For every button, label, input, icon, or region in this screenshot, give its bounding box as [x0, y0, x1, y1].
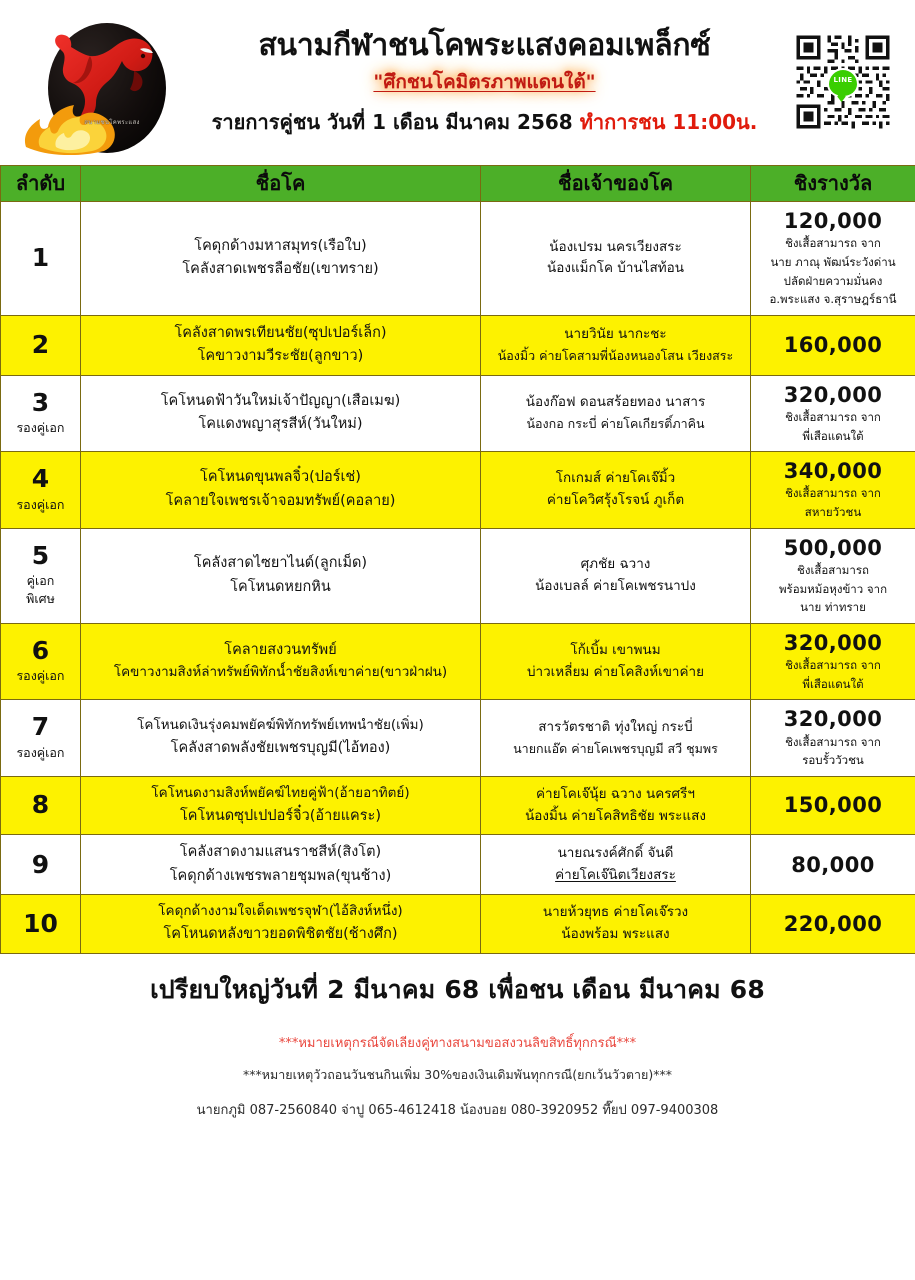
bull-name: โคลังสาดพรเทียนชัย(ซุปเปอร์เล็ก)	[174, 324, 387, 341]
cell-prize	[751, 776, 915, 834]
cell-order	[1, 315, 81, 375]
cell-prize	[751, 202, 915, 316]
cell-bull-names	[81, 776, 481, 834]
prize-note: ชิงเสื้อสามารถ จาก	[785, 734, 881, 749]
prize-note: สหายวัวชน	[804, 505, 862, 520]
cell-owner-names	[481, 452, 751, 529]
table-row	[1, 776, 915, 834]
prize-note: ชิงเสื้อสามารถ จาก	[785, 486, 881, 501]
cell-bull-names	[81, 452, 481, 529]
line-logo-icon	[829, 70, 857, 96]
owner-name: นายวินัย นากะชะ	[564, 326, 667, 343]
owner-name: ค่ายโคเจ๊นุ้ย ฉวาง นครศรีฯ	[536, 785, 695, 802]
order-number: 1	[31, 243, 50, 273]
order-subtitle: รองคู่เอก	[16, 744, 65, 760]
prize-amount: 150,000	[783, 793, 883, 818]
prize-note: ชิงเสื้อสามารถ จาก	[785, 658, 881, 673]
cell-bull-names	[81, 700, 481, 777]
cell-owner-names	[481, 700, 751, 777]
match-date-line	[176, 106, 793, 138]
owner-name: ค่ายโคเจ๊นิตเวียงสระ	[555, 866, 676, 883]
order-subtitle: พิเศษ	[26, 591, 55, 607]
prize-note: ปลัดฝ่ายความมั่นคง	[783, 273, 883, 288]
prize-amount: 340,000	[783, 459, 883, 484]
prize-note: นาย ท่าทราย	[800, 600, 866, 615]
bull-name: โคโหนดหลังขาวยอดพิชิตชัย(ช้างศึก)	[163, 926, 398, 943]
bull-name: โคดุกด้างเพชรพลายชุมพล(ขุนช้าง)	[169, 867, 392, 884]
owner-name: นายณรงค์ศักดิ์ จันดี	[557, 844, 674, 861]
logo-caption: สนามชนโคพระแสง	[84, 119, 140, 126]
header-titles	[170, 29, 793, 138]
poster-footer	[0, 954, 915, 1120]
stadium-logo	[10, 13, 170, 158]
bull-name: โคลังสาดงามแสนราชสีห์(สิงโต)	[179, 844, 382, 861]
table-row	[1, 835, 915, 895]
cell-bull-names	[81, 528, 481, 623]
bull-name: โคลังสาดเพชรลือชัย(เขาทราย)	[182, 261, 379, 278]
cell-prize	[751, 452, 915, 529]
order-number: 6	[31, 635, 50, 665]
table-body	[1, 202, 915, 954]
cell-prize	[751, 895, 915, 953]
prize-note: ชิงเสื้อสามารถ	[797, 562, 869, 577]
event-slogan: "ศึกชนโคมิตรภาพแดนใต้"	[373, 70, 596, 93]
cell-order	[1, 623, 81, 700]
table-row	[1, 315, 915, 375]
line-qr-code[interactable]	[793, 30, 897, 138]
owner-name: สารวัตรชาติ ทุ่งใหญ่ กระบี่	[538, 719, 693, 736]
prize-amount: 320,000	[783, 382, 883, 407]
cell-owner-names	[481, 375, 751, 452]
bull-name: โคโหนดงามสิงห์พยัคฆ์ไทยคู่ฟ้า(อ้ายอาทิตย์)	[151, 784, 410, 801]
bull-name: โคลายสงวนทรัพย์	[224, 641, 337, 658]
bull-name: โคโหนดหยกหิน	[230, 578, 331, 595]
prize-amount: 80,000	[791, 852, 875, 877]
cell-bull-names	[81, 895, 481, 953]
table-row	[1, 202, 915, 316]
order-subtitle: รองคู่เอก	[16, 420, 65, 436]
owner-name: น้องพร้อม พระแสง	[561, 925, 670, 942]
owner-name: บ่าวเหลี่ยม ค่ายโคสิงห์เขาค่าย	[526, 663, 705, 680]
bull-name: โคโหนดเงินรุ่งคมพยัคฆ์พิทักทรัพย์เทพนำชัย(เพิ่ม)	[137, 717, 424, 734]
cell-prize	[751, 835, 915, 895]
order-number: 2	[31, 330, 50, 360]
cell-owner-names	[481, 528, 751, 623]
order-number: 5	[31, 541, 50, 571]
table-row	[1, 895, 915, 953]
order-number: 10	[23, 908, 58, 938]
owner-name: น้องก๊อฟ ดอนสร้อยทอง นาสาร	[525, 394, 706, 411]
cell-order	[1, 202, 81, 316]
cell-prize	[751, 528, 915, 623]
cell-owner-names	[481, 623, 751, 700]
cell-owner-names	[481, 315, 751, 375]
owner-name: น้องมิ้ว ค่ายโคสามพี่น้องหนองโสน เวียงสระ	[497, 348, 734, 364]
footer-note-copyright: ***หมายเหตุกรณีจัดเลียงคู่ทางสนามขอสงวนลิขสิทธิ์ทุกกรณี***	[278, 1035, 637, 1051]
cell-prize	[751, 375, 915, 452]
match-time-label: ทำการชน 11:00น.	[579, 109, 758, 134]
cell-bull-names	[81, 315, 481, 375]
bull-name: โคโหนดขุนพลจิ๋ว(ปอร์เช่)	[200, 469, 361, 486]
prize-amount: 120,000	[783, 209, 883, 233]
prize-note: รอบรั้ววัวชน	[802, 753, 864, 768]
poster-header	[0, 0, 915, 165]
bull-name: โคลังสาดพลังชัยเพชรบุญมี(ไอ้ทอง)	[170, 740, 391, 757]
owner-name: นายห้วยุทธ ค่ายโคเจ๊รวง	[542, 903, 689, 920]
bull-name: โคขาวงามสิงห์ล่าทรัพย์พิทักน์ำชัยสิงห์เขาค่าย(ขาวฝ่าฝน)	[113, 664, 448, 681]
cell-order	[1, 895, 81, 953]
table-row	[1, 375, 915, 452]
cell-order	[1, 375, 81, 452]
owner-name: น้องเปรม นครเวียงสระ	[549, 238, 682, 255]
table-row	[1, 623, 915, 700]
line-badge-label: LINE	[833, 75, 853, 84]
bull-name: โคแดงพญาสุรสีห์(วันใหม่)	[198, 416, 363, 433]
cell-order	[1, 776, 81, 834]
cell-bull-names	[81, 623, 481, 700]
prize-note: พี่เสือแดนใต้	[802, 428, 864, 443]
cell-order	[1, 700, 81, 777]
cell-order	[1, 528, 81, 623]
prize-note: พี่เสือแดนใต้	[802, 676, 864, 691]
owner-name: ค่ายโควิศรุ้งโรจน์ ภูเก็ต	[546, 491, 685, 508]
venue-title: สนามกีฬาชนโคพระแสงคอมเพล็กซ์	[258, 28, 711, 64]
prize-note: นาย ภาณุ พัฒน์ระวังด่าน	[770, 254, 896, 269]
prize-amount: 160,000	[783, 333, 883, 358]
cell-order	[1, 452, 81, 529]
prize-amount: 320,000	[783, 630, 883, 655]
col-header-owner-name: ชื่อเจ้าของโค	[481, 166, 751, 202]
order-number: 3	[31, 387, 50, 417]
owner-name: น้องเบลล์ ค่ายโคเพชรนาปง	[535, 577, 696, 594]
prize-note: พร้อมหม้อหุงข้าว จาก	[778, 581, 888, 596]
owner-name: น้องแม็กโค บ้านไสท้อน	[547, 260, 684, 277]
cell-bull-names	[81, 375, 481, 452]
cell-owner-names	[481, 776, 751, 834]
order-subtitle: รองคู่เอก	[16, 496, 65, 512]
footer-note-withdrawal: ***หมายเหตุวัวถอนวันชนกินเพิ่ม 30%ของเงินเดิมพันทุกกรณี(ยกเว้นวัวตาย)***	[243, 1066, 672, 1082]
cell-owner-names	[481, 895, 751, 953]
bull-name: โคขาวงามวีระชัย(ลูกขาว)	[197, 348, 364, 365]
match-date-label: รายการคู่ชน วันที่ 1 เดือน มีนาคม 2568	[211, 109, 573, 134]
order-subtitle: คู่เอก	[26, 573, 55, 589]
owner-name: น้องกอ กระบี่ ค่ายโคเกียรติ์ภาคิน	[526, 416, 705, 432]
bull-name: โคดุกด้างมหาสมุทร(เรือใบ)	[194, 237, 367, 254]
prize-amount: 500,000	[783, 535, 883, 560]
owner-name: น้องมิ้น ค่ายโคสิทธิชัย พระแสง	[525, 807, 706, 824]
cell-prize	[751, 700, 915, 777]
order-number: 8	[31, 790, 50, 820]
order-subtitle: รองคู่เอก	[16, 668, 65, 684]
cell-prize	[751, 315, 915, 375]
bull-name: โคลายใจเพชรเจ้าจอมทรัพย์(คอลาย)	[165, 492, 396, 509]
owner-name: ศุภชัย ฉวาง	[580, 555, 651, 572]
owner-name: โกเกมส์ ค่ายโคเจ๊มิ้ว	[555, 470, 676, 487]
col-header-order: ลำดับ	[1, 166, 81, 202]
order-number: 7	[31, 712, 50, 742]
table-row	[1, 452, 915, 529]
next-event-headline: เปรียบใหญ่วันที่ 2 มีนาคม 68 เพื่อชน เดือน มีนาคม 68	[150, 974, 765, 1004]
bull-name: โคลังสาดไซยาไนด์(ลูกเม็ด)	[193, 555, 368, 572]
order-number: 4	[31, 464, 50, 494]
prize-amount: 320,000	[783, 707, 883, 732]
prize-amount: 220,000	[783, 911, 883, 936]
order-number: 9	[31, 849, 50, 879]
prize-note: อ.พระแสง จ.สุราษฎร์ธานี	[769, 292, 897, 307]
cell-bull-names	[81, 835, 481, 895]
table-header-row	[1, 166, 915, 202]
cell-prize	[751, 623, 915, 700]
bull-name: โคโหนดฟ้าวันใหม่เจ้าปัญญา(เสือเมฆ)	[160, 392, 401, 409]
owner-name: โก้เบิ้ม เขาพนม	[570, 641, 661, 658]
col-header-bull-name: ชื่อโค	[81, 166, 481, 202]
footer-contact-phones: นายกภูมิ 087-2560840 จ่าปู 065-4612418 น้องบอย 080-3920952 ที๊ยป 097-9400308	[196, 1102, 719, 1118]
table-row	[1, 528, 915, 623]
prize-note: ชิงเสื้อสามารถ จาก	[785, 409, 881, 424]
table-row	[1, 700, 915, 777]
match-schedule-table	[0, 165, 915, 954]
owner-name: นายกแอ๊ด ค่ายโคเพชรบุญมี สวี ชุมพร	[513, 740, 718, 756]
cell-owner-names	[481, 202, 751, 316]
cell-order	[1, 835, 81, 895]
bull-name: โคโหนดซุปเปปอร์จิ๋ว(อ้ายแคระ)	[180, 807, 381, 824]
col-header-prize: ชิงรางวัล	[751, 166, 915, 202]
cell-bull-names	[81, 202, 481, 316]
cell-owner-names	[481, 835, 751, 895]
prize-note: ชิงเสื้อสามารถ จาก	[785, 236, 881, 251]
bull-name: โคดุกด้างงามใจเด็ดเพชรจุฬา(ไอ้สิงห์หนึ่ง)	[158, 903, 403, 920]
